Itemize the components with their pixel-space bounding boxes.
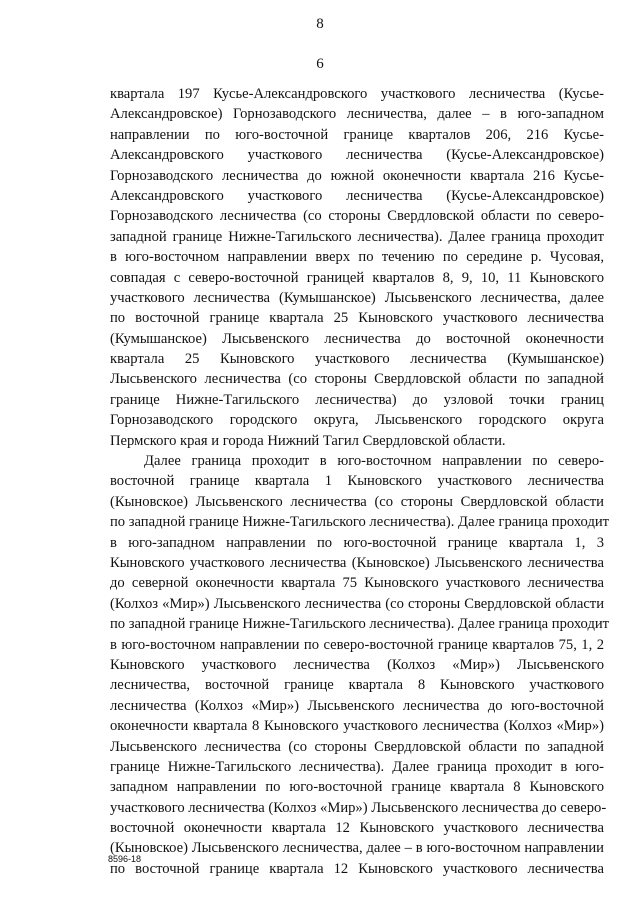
text-line: до северной оконечности квартала 75 Кыновского участкового лесничества xyxy=(110,575,604,592)
text-line: Александровское) Горнозаводского лесничества, далее – в юго-западном xyxy=(110,106,604,123)
text-line: квартала 25 Кыновского участкового лесничества (Кумышанское) xyxy=(110,351,604,368)
text-line: по восточной границе квартала 12 Кыновского участкового лесничества xyxy=(110,860,604,877)
document-code: 8596-18 xyxy=(108,854,142,864)
text-line: Пермского края и города Нижний Тагил Свердловской области. xyxy=(110,432,506,449)
text-line: Кыновского участкового лесничества (Кыновское) Лысьвенского лесничества xyxy=(110,554,604,571)
text-line: совпадая с северо-восточной границей кварталов 8, 9, 10, 11 Кыновского xyxy=(110,269,604,286)
text-line: лесничества (Колхоз «Мир») Лысьвенского лесничества до юго-восточной xyxy=(110,697,604,714)
text-line: западной границе Нижне-Тагильского лесничества). Далее граница проходит xyxy=(110,228,604,245)
text-line: (Кыновское) Лысьвенского лесничества, далее – в юго-восточном направлении xyxy=(110,840,604,857)
text-line: в юго-восточном направлении вверх по течению по середине р. Чусовая, xyxy=(110,249,604,266)
text-line: оконечности квартала 8 Кыновского участкового лесничества (Колхоз «Мир») xyxy=(110,718,604,735)
text-line: западном направлении по юго-восточной границе квартала 8 Кыновского xyxy=(110,779,604,796)
text-line: квартала 197 Кусье-Александровского участкового лесничества (Кусье- xyxy=(110,86,604,102)
text-line: (Кыновское) Лысьвенского лесничества (со стороны Свердловской области xyxy=(110,493,604,510)
text-line: в юго-восточном направлении по северо-восточной границе кварталов 75, 1, 2 xyxy=(110,636,604,653)
text-line: Горнозаводского лесничества до южной оконечности квартала 216 Кусье- xyxy=(110,167,604,184)
text-line: направлении по юго-восточной границе кварталов 206, 216 Кусье- xyxy=(110,126,604,143)
text-line: Александровского участкового лесничества (Кусье-Александровское) xyxy=(110,187,604,204)
page-number-top: 8 xyxy=(316,16,324,32)
document-body xyxy=(110,84,610,879)
text-line: восточной оконечности квартала 12 Кыновского участкового лесничества xyxy=(110,820,604,837)
paragraph-1 xyxy=(110,84,604,451)
text-line: восточной границе квартала 1 Кыновского участкового лесничества xyxy=(110,473,604,490)
text-line: Далее граница проходит в юго-восточном направлении по северо- xyxy=(144,453,604,470)
text-line: границе Нижне-Тагильского лесничества). Далее граница проходит в юго- xyxy=(110,758,604,775)
text-line: участкового лесничества (Кумышанское) Лысьвенского лесничества, далее xyxy=(110,289,604,306)
text-line: в юго-западном направлении по юго-восточной границе квартала 1, 3 xyxy=(110,534,604,551)
text-line: лесничества, восточной границе квартала 8 Кыновского участкового xyxy=(110,677,604,694)
page-number-inner: 6 xyxy=(316,56,324,72)
text-line: (Колхоз «Мир») Лысьвенского лесничества (со стороны Свердловской области xyxy=(110,595,604,612)
text-line: Горнозаводского городского округа, Лысьвенского городского округа xyxy=(110,412,604,429)
paragraph-2 xyxy=(110,451,610,879)
text-line: Кыновского участкового лесничества (Колхоз «Мир») Лысьвенского xyxy=(110,656,604,673)
text-line: Горнозаводского лесничества (со стороны Свердловской области по северо- xyxy=(110,208,604,225)
text-line: Александровского участкового лесничества (Кусье-Александровское) xyxy=(110,147,604,164)
text-line: Лысьвенского лесничества (со стороны Свердловской области по западной xyxy=(110,738,604,755)
text-line: по западной границе Нижне-Тагильского лесничества). Далее граница проходит xyxy=(110,514,610,531)
text-line: (Кумышанское) Лысьвенского лесничества до восточной оконечности xyxy=(110,330,604,347)
text-line: границе Нижне-Тагильского лесничества) до узловой точки границ xyxy=(110,391,604,408)
text-line: участкового лесничества (Колхоз «Мир») Лысьвенского лесничества до северо- xyxy=(110,799,607,816)
text-line: по западной границе Нижне-Тагильского лесничества). Далее граница проходит xyxy=(110,616,610,633)
text-line: Лысьвенского лесничества (со стороны Свердловской области по западной xyxy=(110,371,604,388)
text-line: по восточной границе квартала 25 Кыновского участкового лесничества xyxy=(110,310,604,327)
